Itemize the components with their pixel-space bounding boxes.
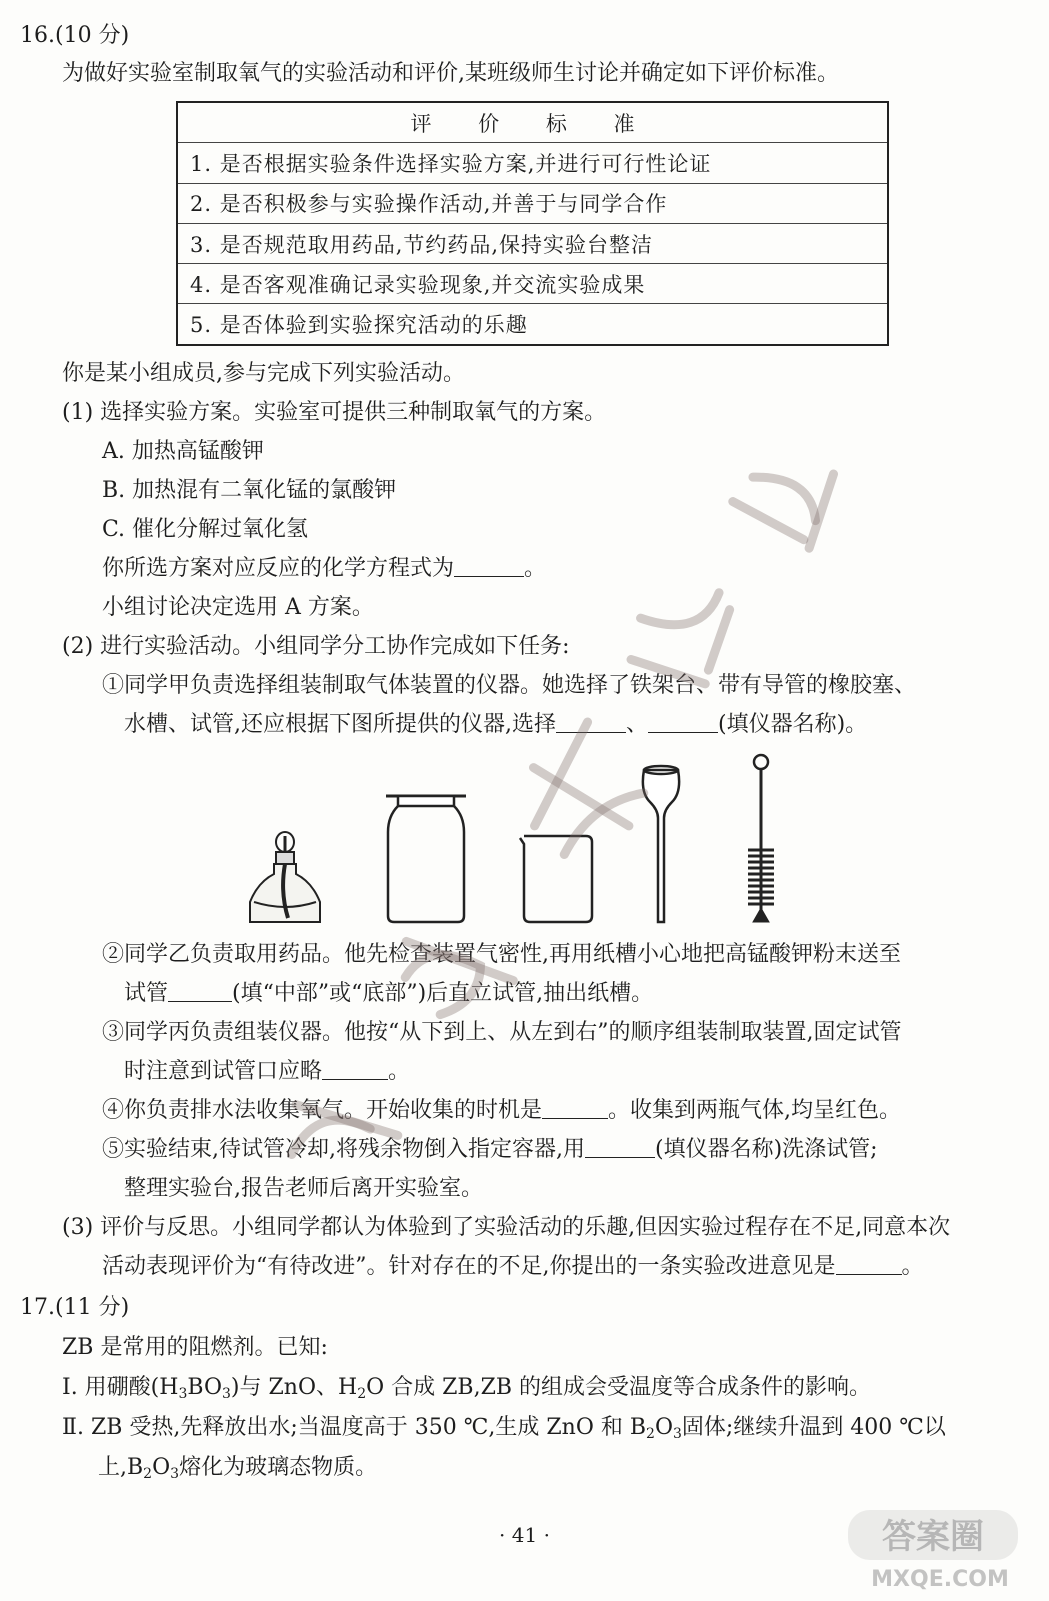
criteria-row: 3. 是否规范取用药品,节约药品,保持实验台整洁 [177, 223, 888, 263]
logo-icon [840, 1500, 1040, 1595]
criteria-table [176, 101, 889, 346]
criteria-table-header: 评 价 标 准 [177, 102, 888, 143]
step3-prompt: 时注意到试管口应略 [124, 1059, 323, 1084]
equation-prompt: 你所选方案对应反应的化学方程式为 [102, 556, 455, 581]
q16-header [20, 20, 129, 52]
step2-suffix: (填“中部”或“底部”)后直立试管,抽出纸槽。 [232, 981, 654, 1006]
period: 。 [901, 1254, 924, 1279]
step2-line1: ②同学乙负责取用药品。他先检查装置气密性,再用纸槽小心地把高锰酸钾粉末送至 [102, 942, 901, 967]
separator: 、 [626, 712, 649, 737]
q16-intro: 为做好实验室制取氧气的实验活动和评价,某班级师生讨论并确定如下评价标准。 [62, 61, 839, 86]
step4-suffix: 。收集到两瓶气体,均呈红色。 [608, 1098, 902, 1123]
option-c: C. 催化分解过氧化氢 [102, 517, 309, 542]
part2-text: (2) 进行实验活动。小组同学分工协作完成如下任务: [62, 634, 570, 659]
step5-prompt: ⑤实验结束,待试管冷却,将残余物倒入指定容器,用 [102, 1137, 585, 1162]
step1-line1: ①同学甲负责选择组装制取气体装置的仪器。她选择了铁架台、带有导管的橡胶塞、 [102, 673, 917, 698]
answer-blank[interactable] [454, 554, 524, 577]
svg-text:MXQE.COM: MXQE.COM [871, 1567, 1009, 1592]
step3-line1: ③同学丙负责组装仪器。他按“从下到上、从左到右”的顺序组装制取装置,固定试管 [102, 1020, 902, 1045]
q16-number: 16. [20, 23, 55, 48]
period: 。 [388, 1059, 411, 1084]
criteria-row: 5. 是否体验到实验探究活动的乐趣 [177, 304, 888, 345]
decision-text: 小组讨论决定选用 A 方案。 [102, 595, 374, 620]
criteria-row: 4. 是否客观准确记录实验现象,并交流实验成果 [177, 264, 888, 304]
answer-blank[interactable] [836, 1252, 902, 1275]
step1-prompt: 水槽、试管,还应根据下图所提供的仪器,选择 [124, 712, 556, 737]
criteria-row: 1. 是否根据实验条件选择实验方案,并进行可行性论证 [177, 143, 888, 183]
equation-line [102, 553, 546, 585]
step1-suffix: (填仪器名称)。 [718, 712, 868, 737]
criteria-row: 2. 是否积极参与实验操作活动,并善于与同学合作 [177, 183, 888, 223]
option-a: A. 加热高锰酸钾 [102, 439, 264, 464]
q17-header [20, 1292, 129, 1324]
q17-item-1: Ⅰ. 用硼酸$(H_3BO_3)$与 ZnO、$H_2O$ 合成 ZB,ZB 的组成会受温度等合成条件的影响。 [62, 1375, 872, 1402]
role-text: 你是某小组成员,参与完成下列实验活动。 [62, 361, 465, 386]
svg-text:答案圈: 答案圈 [882, 1517, 984, 1557]
page-number: · 41 · [499, 1523, 550, 1547]
answer-blank[interactable] [542, 1096, 608, 1119]
step4-prompt: ④你负责排水法收集氧气。开始收集的时机是 [102, 1098, 543, 1123]
step5-line2: 整理实验台,报告老师后离开实验室。 [124, 1176, 483, 1201]
q16-score: (10 分) [55, 23, 130, 48]
q17-intro: ZB 是常用的阻燃剂。已知: [62, 1335, 328, 1360]
part3-line1: (3) 评价与反思。小组同学都认为体验到了实验活动的乐趣,但因实验过程存在不足,同意本次 [62, 1215, 951, 1240]
q17-item-2: Ⅱ. ZB 受热,先释放出水;当温度高于 350 ℃,生成 ZnO 和 $B_2O_3$固体;继续升温到 400 ℃以 [62, 1415, 946, 1442]
site-logo [840, 1500, 1040, 1595]
q17-item-2-cont: 上$,B_2O_3$熔化为玻璃态物质。 [98, 1455, 378, 1482]
part3-line2 [102, 1251, 924, 1283]
q17-number: 17. [20, 1295, 55, 1320]
part1-text: (1) 选择实验方案。实验室可提供三种制取氧气的方案。 [62, 400, 607, 425]
option-b: B. 加热混有二氧化锰的氯酸钾 [102, 478, 397, 503]
step5-suffix: (填仪器名称)洗涤试管; [654, 1137, 878, 1162]
answer-blank[interactable] [585, 1135, 655, 1158]
step2-prompt: 试管 [124, 981, 169, 1006]
q17-score: (11 分) [55, 1295, 130, 1320]
part3-prompt: 活动表现评价为“有待改进”。针对存在的不足,你提出的一条实验改进意见是 [102, 1254, 836, 1279]
period: 。 [524, 556, 547, 581]
step5-line1 [102, 1134, 878, 1166]
